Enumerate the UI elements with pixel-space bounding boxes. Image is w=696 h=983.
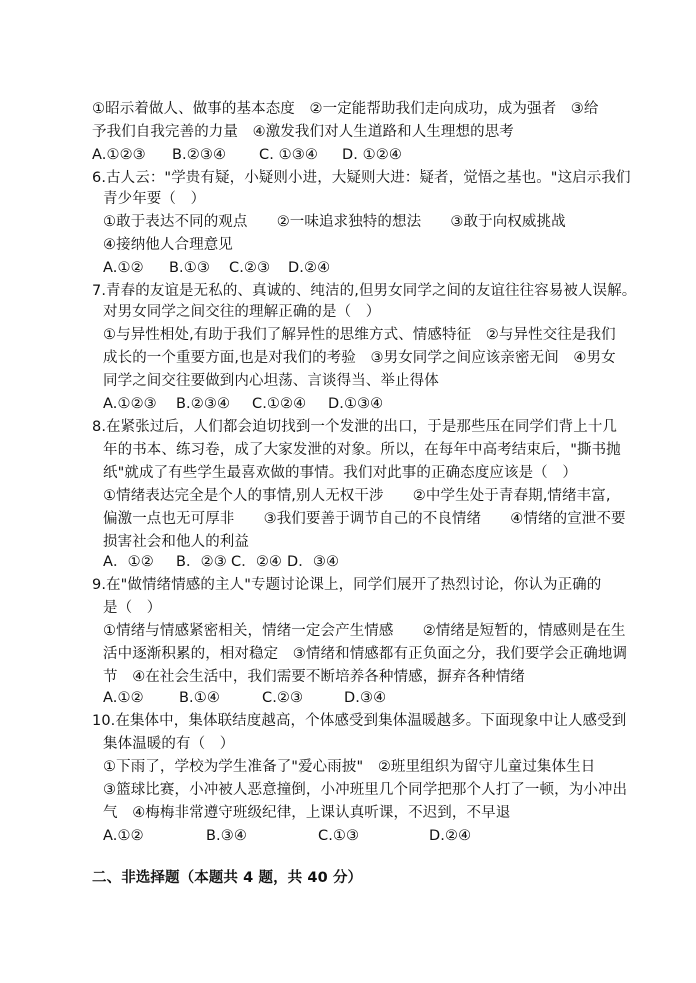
q10-option-a: A.①② — [103, 828, 144, 844]
q10-statements-line-3: 气 ④梅梅非常遵守班级纪律，上课认真听课，不迟到，不早退 — [103, 805, 511, 821]
q6-options — [103, 258, 603, 278]
q9-stem-line-2: 是（ ） — [103, 600, 162, 616]
q7-options — [103, 394, 603, 414]
q8-option-b: B．②③ — [176, 554, 227, 570]
q9-option-d: D.③④ — [344, 690, 387, 706]
q6-statements-line-1: ①敢于表达不同的观点 ②一味追求独特的想法 ③敢于向权威挑战 — [103, 214, 566, 230]
q10-stem-line-2: 集体温暖的有（ ） — [103, 736, 235, 752]
q7-statements-line-1: ①与异性相处,有助于我们了解异性的思维方式、情感特征 ②与异性交往是我们 — [103, 327, 616, 343]
q7-statements-line-3: 同学之间交往要做到内心坦荡、言谈得当、举止得体 — [103, 373, 439, 389]
q5-statement-line-2: 予我们自我完善的力量 ④激发我们对人生道路和人生理想的思考 — [92, 124, 514, 140]
q9-statements-line-2: 活中逐渐积累的，相对稳定 ③情绪和情感都有正负面之分，我们要学会正确地调 — [103, 646, 628, 662]
q6-option-b: B.①③ — [169, 260, 210, 276]
q8-statements-line-2: 偏激一点也无可厚非 ③我们要善于调节自己的不良情绪 ④情绪的宣泄不要 — [103, 511, 626, 527]
q8-stem-line-3: 纸"就成了有些学生最喜欢做的事情。我们对此事的正确态度应该是（ ） — [103, 465, 577, 481]
q9-option-a: A.①② — [103, 690, 144, 706]
q8-statements-line-3: 损害社会和他人的利益 — [103, 534, 249, 550]
q5-option-a: A.①②③ — [92, 147, 146, 163]
q10-statements-line-2: ③篮球比赛，小冲被人恶意撞倒，小冲班里几个同学把那个人打了一顿，为小冲出 — [103, 782, 628, 798]
q9-option-b: B.①④ — [179, 690, 220, 706]
q6-stem-line-2: 青少年要（ ） — [103, 191, 206, 207]
q10-options — [103, 826, 603, 846]
q9-options — [103, 688, 603, 708]
q5-options — [92, 145, 612, 165]
section-2-heading: 二、非选择题（本题共 4 题，共 40 分） — [92, 870, 363, 886]
q9-stem-line-1: 9.在"做情绪情感的主人"专题讨论课上，同学们展开了热烈讨论，你认为正确的 — [92, 577, 602, 593]
q10-option-b: B.③④ — [206, 828, 247, 844]
q7-statements-line-2: 成长的一个重要方面,也是对我们的考验 ③男女同学之间应该亲密无间 ④男女 — [103, 350, 616, 366]
q10-statements-line-1: ①下雨了，学校为学生准备了"爱心雨披" ②班里组织为留守儿童过集体生日 — [103, 759, 596, 775]
q5-statement-line-1: ①昭示着做人、做事的基本态度 ②一定能帮助我们走向成功，成为强者 ③给 — [92, 101, 599, 117]
q6-stem-line-1: 6.古人云："学贵有疑，小疑则小进，大疑则大进：疑者，觉悟之基也。"这启示我们 — [92, 170, 631, 186]
q6-option-c: C.②③ — [229, 260, 271, 276]
q7-option-a: A.①②③ — [103, 396, 157, 412]
q5-option-c: C. ①③④ — [259, 147, 318, 163]
q8-stem-line-1: 8.在紧张过后，人们都会迫切找到一个发泄的出口，于是那些压在同学们背上十几 — [92, 419, 618, 435]
q7-stem-line-2: 对男女同学之间交往的理解正确的是（ ） — [103, 304, 381, 320]
q8-stem-line-2: 年的书本、练习卷，成了大家发泄的对象。所以，在每年中高考结束后，"撕书抛 — [103, 442, 621, 458]
q7-option-b: B.②③④ — [176, 396, 231, 412]
q9-option-c: C.②③ — [262, 690, 304, 706]
q10-stem-line-1: 10.在集体中，集体联结度越高，个体感受到集体温暖越多。下面现象中让人感受到 — [92, 713, 627, 729]
q7-option-d: D.①③④ — [328, 396, 384, 412]
q8-options — [103, 552, 603, 572]
q7-stem-line-1: 7.青春的友谊是无私的、真诚的、纯洁的,但男女同学之间的友谊往往容易被人误解。 — [92, 283, 637, 299]
q8-statements-line-1: ①情绪表达完全是个人的事情,别人无权干涉 ②中学生处于青春期,情绪丰富, — [103, 488, 611, 504]
q5-option-d: D. ①②④ — [342, 147, 402, 163]
q6-option-d: D.②④ — [288, 260, 331, 276]
q10-option-d: D.②④ — [429, 828, 472, 844]
q8-option-d: D．③④ — [287, 554, 340, 570]
q6-statements-line-2: ④接纳他人合理意见 — [103, 237, 233, 253]
q8-option-a: A．①② — [103, 554, 154, 570]
q9-statements-line-3: 节 ④在社会生活中，我们需要不断培养各种情感，摒弃各种情绪 — [103, 669, 525, 685]
q6-option-a: A.①② — [103, 260, 144, 276]
q10-option-c: C.①③ — [318, 828, 360, 844]
q7-option-c: C.①②④ — [252, 396, 307, 412]
q5-option-b: B.②③④ — [172, 147, 227, 163]
q9-statements-line-1: ①情绪与情感紧密相关，情绪一定会产生情感 ②情绪是短暂的，情感则是在生 — [103, 623, 626, 639]
q8-option-c: C．②④ — [231, 554, 283, 570]
